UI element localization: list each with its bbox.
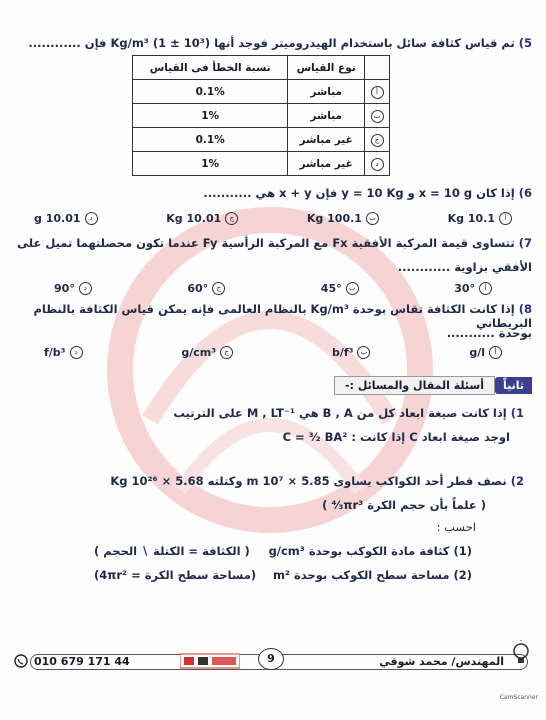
table-row[interactable]	[133, 128, 390, 152]
option-mark: ب	[346, 282, 359, 295]
table-header: نسبة الخطأ فى القياس	[133, 56, 288, 80]
option-text: 90°	[54, 282, 75, 295]
sub-question-hint: ( الكثافة = الكتلة ∖ الحجم )	[94, 544, 250, 558]
option[interactable]	[307, 212, 379, 225]
option-mark: د	[70, 346, 83, 359]
option[interactable]	[166, 212, 238, 225]
question-7	[14, 236, 532, 250]
question-text: إذا كان x = 10 g و y = 10 Kg فإن x + y هي ...........	[203, 186, 515, 200]
question-text: إذا كانت الكثافة تقاس بوحدة Kg/m³ بالنظام العالمى فإنه يمكن قياس الكثافة بالنظام البريطاني	[33, 302, 532, 330]
option[interactable]	[44, 346, 83, 359]
question-number: 8)	[518, 302, 532, 316]
author-name: المهندس/ محمد شوقي	[379, 655, 504, 668]
mark-column-header	[365, 56, 390, 80]
phone-number: 010 679 171 44	[34, 655, 130, 668]
whatsapp-icon	[14, 654, 28, 668]
lightbulb-icon	[510, 640, 532, 668]
table-row[interactable]	[133, 80, 390, 104]
option-mark: ب	[371, 110, 384, 123]
option-mark: أ	[489, 346, 502, 359]
question-number: 5)	[518, 36, 532, 50]
q6-options	[14, 212, 532, 225]
section-label: ثانياً	[495, 377, 532, 394]
section-title: أسئلة المقال والمسائل :-	[334, 376, 495, 395]
question-number: 2)	[510, 474, 524, 488]
table-cell: 0.1%	[133, 128, 288, 152]
option-text: b/f³	[331, 346, 354, 359]
option[interactable]	[321, 282, 359, 295]
table-cell: غير مباشر	[288, 152, 365, 176]
option-mark: أ	[479, 282, 492, 295]
option-mark: ب	[366, 212, 379, 225]
option[interactable]	[454, 282, 492, 295]
option-text: 60°	[187, 282, 209, 295]
option-mark: أ	[371, 86, 384, 99]
option-mark: ب	[357, 346, 370, 359]
option-text: 10.1 Kg	[447, 212, 495, 225]
question-7-line2: الأفقي بزاوية ............	[397, 260, 532, 274]
option-text: 45°	[320, 282, 342, 295]
option-mark: ج	[371, 134, 384, 147]
option[interactable]	[448, 212, 512, 225]
option[interactable]	[54, 282, 92, 295]
page-number: 9	[258, 648, 284, 670]
option[interactable]	[187, 282, 225, 295]
table-cell: مباشر	[288, 80, 365, 104]
sub-question-text: (2) مساحة سطح الكوكب بوحدة m²	[272, 568, 472, 582]
option-text: 100.1 Kg	[306, 212, 362, 225]
question-number: 6)	[518, 186, 532, 200]
sub-question-text: (1) كثافة مادة الكوكب بوحدة g/cm³	[268, 544, 472, 558]
table-row[interactable]	[133, 104, 390, 128]
scanner-watermark: CamScanner	[499, 694, 538, 701]
table-header: نوع القياس	[288, 56, 365, 80]
table-cell: 1%	[133, 104, 288, 128]
option[interactable]	[332, 346, 371, 359]
table-row[interactable]	[133, 152, 390, 176]
section-banner	[334, 375, 532, 395]
option[interactable]	[469, 346, 502, 359]
publisher-logo	[180, 652, 240, 670]
option-text: 10.01 Kg	[166, 212, 222, 225]
sub-question-2	[14, 568, 532, 582]
question-5	[14, 36, 532, 50]
table-cell: 0.1%	[133, 80, 288, 104]
sub-question-1	[14, 544, 532, 558]
question-number: 7)	[518, 236, 532, 250]
option-text: 10.01 g	[34, 212, 81, 225]
option-text: f/b³	[44, 346, 66, 359]
sub-question-hint: (مساحة سطح الكرة = 4πr²)	[94, 568, 257, 582]
question-text: تتساوى قيمة المركبة الأفقية Fx مع المركبة الرأسية Fy عندما تكون محصلتهما تميل على	[17, 236, 515, 250]
calc-label: احسب :	[436, 520, 476, 534]
option-text: 30°	[454, 282, 475, 295]
measurement-table	[132, 55, 390, 176]
question-text: تم قياس كثافة سائل باستخدام الهيدروميتر فوجد أنها (10³ ± 1) Kg/m³ فإن ............	[28, 36, 515, 50]
option-text: g/l	[469, 346, 485, 359]
option[interactable]	[34, 212, 98, 225]
question-6	[14, 186, 532, 200]
table-cell: مباشر	[288, 104, 365, 128]
essay-question-2	[14, 474, 524, 488]
q7-options	[14, 282, 532, 295]
question-8-line2: بوحدة ...........	[446, 326, 532, 340]
question-number: 1)	[510, 406, 524, 420]
option-mark: ج	[225, 212, 238, 225]
option-mark: أ	[499, 212, 512, 225]
option-mark: د	[371, 158, 384, 171]
essay-question-1	[14, 406, 524, 420]
option-mark: ج	[220, 346, 233, 359]
table-header-row	[133, 56, 390, 80]
essay-question-2-hint: ( علماً بأن حجم الكرة ⁴⁄₃πr³ )	[322, 498, 486, 512]
table-cell: غير مباشر	[288, 128, 365, 152]
option[interactable]	[181, 346, 233, 359]
option-mark: ج	[212, 282, 225, 295]
essay-question-1-line2: اوجد صيغة ابعاد C إذا كانت : C = ³⁄₂ BA²	[282, 430, 510, 444]
option-text: g/cm³	[181, 346, 217, 359]
option-mark: د	[85, 212, 98, 225]
option-mark: د	[79, 282, 92, 295]
question-text: إذا كانت صيغة ابعاد كل من B , A هي M , LT⁻¹ على الترتيب	[173, 406, 507, 420]
q8-options	[14, 346, 532, 359]
table-cell: 1%	[133, 152, 288, 176]
question-text: نصف قطر أحد الكواكب يساوى 5.85 × 10⁷ m وكتلته 5.68 × 10²⁶ Kg	[110, 474, 507, 488]
